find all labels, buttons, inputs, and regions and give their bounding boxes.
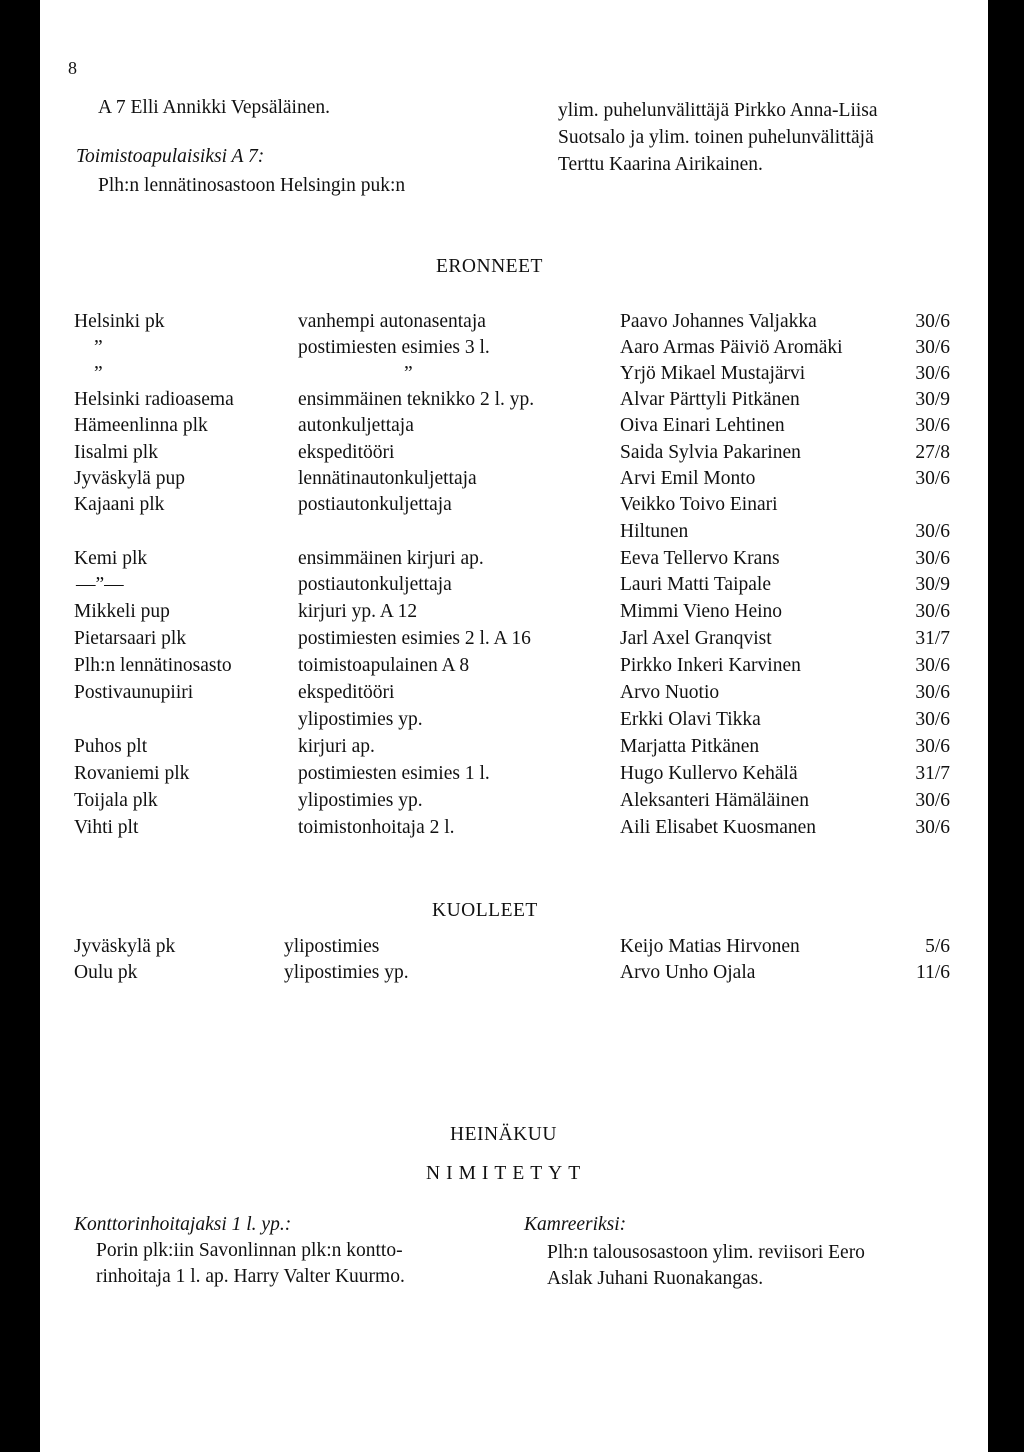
left-appointment-label: Konttorinhoitajaksi 1 l. yp.:	[74, 1214, 292, 1235]
place-cell: Hämeenlinna plk	[74, 415, 208, 436]
place-cell: Pietarsaari plk	[74, 628, 187, 649]
name-cell: Aleksanteri Hämäläinen	[620, 790, 809, 811]
title-cell: postiautonkuljettaja	[298, 574, 452, 595]
name-cell: Jarl Axel Granqvist	[620, 628, 772, 649]
title-cell: postiautonkuljettaja	[298, 494, 452, 515]
place-cell: Helsinki pk	[74, 311, 165, 332]
place-cell: Mikkeli pup	[74, 601, 170, 622]
date-cell: 30/6	[915, 655, 950, 676]
table-row	[40, 494, 988, 520]
title-cell: ylipostimies yp.	[298, 709, 423, 730]
left-appointment-line-1: Porin plk:iin Savonlinnan plk:n kontto-	[96, 1240, 403, 1261]
place-cell: Kajaani plk	[74, 494, 165, 515]
table-row	[40, 682, 988, 708]
date-cell: 30/6	[915, 682, 950, 703]
left-appointment-line-2: rinhoitaja 1 l. ap. Harry Valter Kuurmo.	[96, 1266, 405, 1287]
table-row	[40, 655, 988, 681]
top-right-line-3: Terttu Kaarina Airikainen.	[558, 154, 763, 175]
name-cell: Arvo Unho Ojala	[620, 962, 756, 983]
place-cell: Toijala plk	[74, 790, 158, 811]
title-cell: postimiesten esimies 3 l.	[298, 337, 490, 358]
place-cell: Jyväskylä pup	[74, 468, 186, 489]
place-cell: Plh:n lennätinosasto	[74, 655, 232, 676]
page-number: 8	[68, 58, 77, 78]
table-row	[40, 548, 988, 574]
name-cell: Lauri Matti Taipale	[620, 574, 771, 595]
title-cell: lennätinautonkuljettaja	[298, 468, 477, 489]
place-cell: Oulu pk	[74, 962, 138, 983]
eronneet-heading: ERONNEET	[436, 256, 543, 277]
title-cell: ylipostimies yp.	[298, 790, 423, 811]
name-cell: Pirkko Inkeri Karvinen	[620, 655, 801, 676]
title-cell: postimiesten esimies 2 l. A 16	[298, 628, 531, 649]
date-cell: 30/6	[915, 363, 950, 384]
top-left-line-1: A 7 Elli Annikki Vepsäläinen.	[98, 97, 331, 118]
name-cell: Eeva Tellervo Krans	[620, 548, 780, 569]
date-cell: 30/6	[915, 311, 950, 332]
place-cell: —”—	[76, 574, 124, 595]
date-cell: 30/6	[915, 415, 950, 436]
document-page	[40, 0, 988, 1452]
name-cell: Hiltunen	[620, 521, 689, 542]
name-cell: Paavo Johannes Valjakka	[620, 311, 817, 332]
date-cell: 30/9	[915, 574, 950, 595]
title-cell: ylipostimies yp.	[284, 962, 409, 983]
top-left-line-3: Plh:n lennätinosastoon Helsingin puk:n	[98, 175, 406, 196]
name-cell: Veikko Toivo Einari	[620, 494, 778, 515]
date-cell: 31/7	[915, 628, 950, 649]
table-row	[40, 311, 988, 337]
name-cell: Erkki Olavi Tikka	[620, 709, 761, 730]
table-row	[40, 790, 988, 816]
table-row	[40, 468, 988, 494]
name-cell: Keijo Matias Hirvonen	[620, 936, 800, 957]
top-right-line-1: ylim. puhelunvälittäjä Pirkko Anna-Liisa	[558, 100, 878, 121]
title-cell: toimistoapulainen A 8	[298, 655, 470, 676]
place-cell: Iisalmi plk	[74, 442, 158, 463]
place-cell: Helsinki radioasema	[74, 389, 234, 410]
right-appointment-label: Kamreeriksi:	[524, 1214, 627, 1235]
table-row	[40, 763, 988, 789]
name-cell: Alvar Pärttyli Pitkänen	[620, 389, 800, 410]
place-cell: Kemi plk	[74, 548, 148, 569]
title-cell: ensimmäinen kirjuri ap.	[298, 548, 484, 569]
name-cell: Marjatta Pitkänen	[620, 736, 760, 757]
month-heading: HEINÄKUU	[450, 1124, 557, 1145]
place-cell: Vihti plt	[74, 817, 139, 838]
table-row	[40, 962, 988, 988]
right-appointment-line-1: Plh:n talousosastoon ylim. reviisori Eero	[547, 1242, 865, 1263]
date-cell: 30/9	[915, 389, 950, 410]
date-cell: 30/6	[915, 337, 950, 358]
table-row	[40, 736, 988, 762]
kuolleet-heading: KUOLLEET	[432, 900, 538, 921]
table-row	[40, 574, 988, 600]
table-row	[40, 601, 988, 627]
title-cell: kirjuri yp. A 12	[298, 601, 418, 622]
name-cell: Mimmi Vieno Heino	[620, 601, 783, 622]
table-row	[40, 936, 988, 962]
date-cell: 30/6	[915, 817, 950, 838]
place-cell: Jyväskylä pk	[74, 936, 176, 957]
date-cell: 30/6	[915, 790, 950, 811]
title-cell: ”	[404, 363, 413, 384]
top-right-line-2: Suotsalo ja ylim. toinen puhelunvälittäjä	[558, 127, 874, 148]
name-cell: Arvo Nuotio	[620, 682, 720, 703]
title-cell: vanhempi autonasentaja	[298, 311, 486, 332]
place-cell: Puhos plt	[74, 736, 148, 757]
table-row	[40, 709, 988, 735]
place-cell: Postivaunupiiri	[74, 682, 194, 703]
date-cell: 11/6	[916, 962, 950, 983]
name-cell: Yrjö Mikael Mustajärvi	[620, 363, 806, 384]
date-cell: 30/6	[915, 521, 950, 542]
date-cell: 31/7	[915, 763, 950, 784]
table-row	[40, 363, 988, 389]
name-cell: Oiva Einari Lehtinen	[620, 415, 785, 436]
name-cell: Hugo Kullervo Kehälä	[620, 763, 798, 784]
table-row	[40, 521, 988, 547]
top-left-heading: Toimistoapulaisiksi A 7:	[76, 146, 265, 167]
name-cell: Aili Elisabet Kuosmanen	[620, 817, 817, 838]
right-appointment-line-2: Aslak Juhani Ruonakangas.	[547, 1268, 764, 1289]
table-row	[40, 628, 988, 654]
place-cell: ”	[94, 337, 103, 358]
title-cell: toimistonhoitaja 2 l.	[298, 817, 455, 838]
table-row	[40, 415, 988, 441]
date-cell: 27/8	[915, 442, 950, 463]
title-cell: postimiesten esimies 1 l.	[298, 763, 490, 784]
place-cell: Rovaniemi plk	[74, 763, 190, 784]
title-cell: ekspeditööri	[298, 442, 395, 463]
table-row	[40, 389, 988, 415]
title-cell: kirjuri ap.	[298, 736, 375, 757]
table-row	[40, 817, 988, 843]
date-cell: 5/6	[925, 936, 950, 957]
name-cell: Aaro Armas Päiviö Aromäki	[620, 337, 843, 358]
date-cell: 30/6	[915, 601, 950, 622]
title-cell: ylipostimies	[284, 936, 380, 957]
date-cell: 30/6	[915, 468, 950, 489]
name-cell: Saida Sylvia Pakarinen	[620, 442, 801, 463]
title-cell: ensimmäinen teknikko 2 l. yp.	[298, 389, 535, 410]
name-cell: Arvi Emil Monto	[620, 468, 756, 489]
date-cell: 30/6	[915, 736, 950, 757]
appointed-heading: NIMITETYT	[426, 1163, 587, 1184]
place-cell: ”	[94, 363, 103, 384]
table-row	[40, 337, 988, 363]
date-cell: 30/6	[915, 548, 950, 569]
date-cell: 30/6	[915, 709, 950, 730]
table-row	[40, 442, 988, 468]
title-cell: autonkuljettaja	[298, 415, 414, 436]
title-cell: ekspeditööri	[298, 682, 395, 703]
